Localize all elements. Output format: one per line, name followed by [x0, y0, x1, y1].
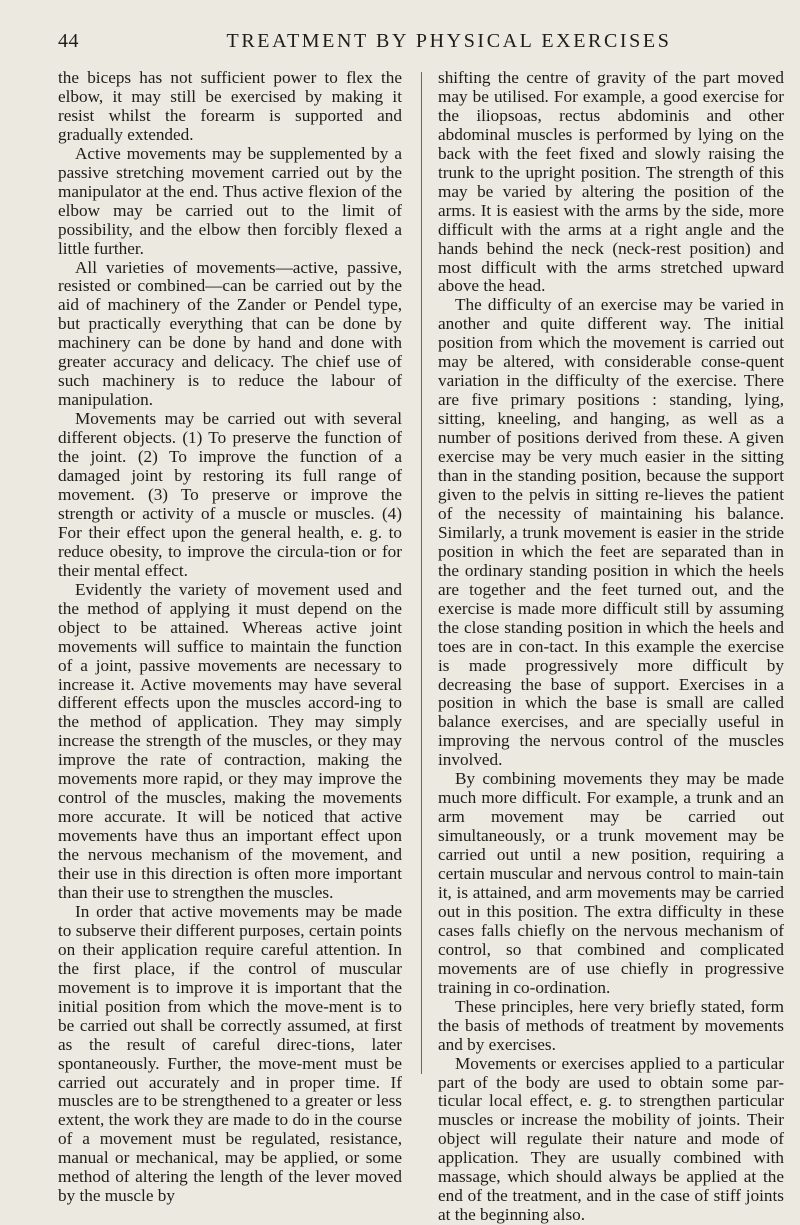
right-column: [438, 69, 784, 1225]
paragraph: The difficulty of an exercise may be varied in another and quite different way. The initial position from which the movement is carried out may be altered, with considerable conse-quent variation in the difficulty of the exercise. There are five primary positions : standing, lying, sitting, kneeling, and hanging, as well as a number of positions derived from these. A given exercise may be very much easier in the sitting than in the standing position, because the support given to the pelvis in sitting re-lieves the patient of the necessity of maintaining his balance. Similarly, a trunk movement is easier in the stride position in which the feet are separated than in the ordinary standing position in which the heels are together and the feet turned out, and the exercise is made more difficult still by assuming the close standing position in which the heels and toes are in con-tact. In this example the exercise is made progressively more difficult by decreasing the base of support. Exercises in a position in which the base is small are called balance exercises, and are specially useful in improving the nervous control of the muscles involved.: [438, 295, 784, 770]
left-column: [58, 69, 402, 1206]
page-number: 44: [58, 30, 79, 52]
paragraph: Active movements may be supplemented by a passive stretching movement carried out by the manipulator at the end. Thus active flexion of the elbow may be carried out to the limit of possibility, and the elbow then forcibly flexed a little further.: [58, 143, 402, 258]
paragraph: Evidently the variety of movement used and the method of applying it must depend on the object to be attained. Whereas active joint movements will suffice to maintain the function of a joint, passive movements are necessary to increase it. Active movements may have several different effects upon the muscles accord-ing to the method of application. They may simply increase the strength of the muscles, or they may improve the rate of contraction, making the movements more rapid, or they may improve the control of the muscles, making the movements more accurate. It will be noticed that active movements have thus an important effect upon the nervous mechanism of the movement, and their use in this direction is often more important than their use to strengthen the muscles.: [58, 579, 402, 902]
paragraph: Movements or exercises applied to a particular part of the body are used to obtain some par-ticular local effect, e. g. to strengthen particular muscles or increase the mobility of joints. Their object will regulate their nature and mode of application. They are usually combined with massage, which should always be applied at the end of the treatment, and in the case of stiff joints at the beginning also.: [438, 1053, 784, 1225]
paragraph: shifting the centre of gravity of the part moved may be utilised. For example, a good exercise for the iliopsoas, rectus abdominis and other abdominal muscles is performed by lying on the back with the feet fixed and slowly raising the trunk to the upright position. The strength of this may be varied by altering the position of the arms. It is easiest with the arms by the side, more difficult with the arms at a right angle and the hands behind the neck (neck-rest position) and most difficult with the arms stretched upward above the head.: [438, 68, 784, 296]
paragraph: Movements may be carried out with several different objects. (1) To preserve the function of the joint. (2) To improve the function of a damaged joint by restoring its full range of movement. (3) To preserve or improve the strength or activity of a muscle or muscles. (4) For their effect upon the general health, e. g. to reduce obesity, to improve the circula-tion or for their mental effect.: [58, 409, 402, 580]
page-header: [58, 30, 748, 56]
running-head: TREATMENT BY PHYSICAL EXERCISES: [226, 30, 672, 52]
paragraph: These principles, here very briefly stated, form the basis of methods of treatment by movements and by exercises.: [438, 996, 784, 1054]
paragraph: By combining movements they may be made much more difficult. For example, a trunk and an arm movement may be carried out simultaneously, or a trunk movement may be carried out until a new position, requiring a certain muscular and nervous control to main-tain it, is attained, and arm movements may be carried out in this position. The extra difficulty in these cases falls chiefly on the nervous mechanism of control, so that combined and complicated movements are of use chiefly in progressive training in co-ordination.: [438, 769, 784, 997]
paragraph: All varieties of movements—active, passive, resisted or combined—can be carried out by the aid of machinery of the Zander or Pendel type, but practically everything that can be done by machinery can be done by hand and done with greater accuracy and delicacy. The chief use of such machinery is to reduce the labour of manipulation.: [58, 257, 402, 410]
column-divider: [421, 72, 422, 1074]
paragraph: In order that active movements may be made to subserve their different purposes, certain points on their application require careful attention. In the first place, if the control of muscular movement is to improve it is important that the initial position from which the move-ment is to be carried out shall be correctly assumed, at first as the result of careful direc-tions, later spontaneously. Further, the move-ment must be carried out accurately and in proper time. If muscles are to be strengthened to a greater or less extent, the work they are made to do in the course of a movement must be regulated, resistance, manual or mechanical, may be applied, or some method of altering the length of the lever moved by the muscle by: [58, 901, 402, 1206]
paragraph: the biceps has not sufficient power to flex the elbow, it may still be exercised by making it resist whilst the forearm is supported and gradually extended.: [58, 68, 402, 144]
